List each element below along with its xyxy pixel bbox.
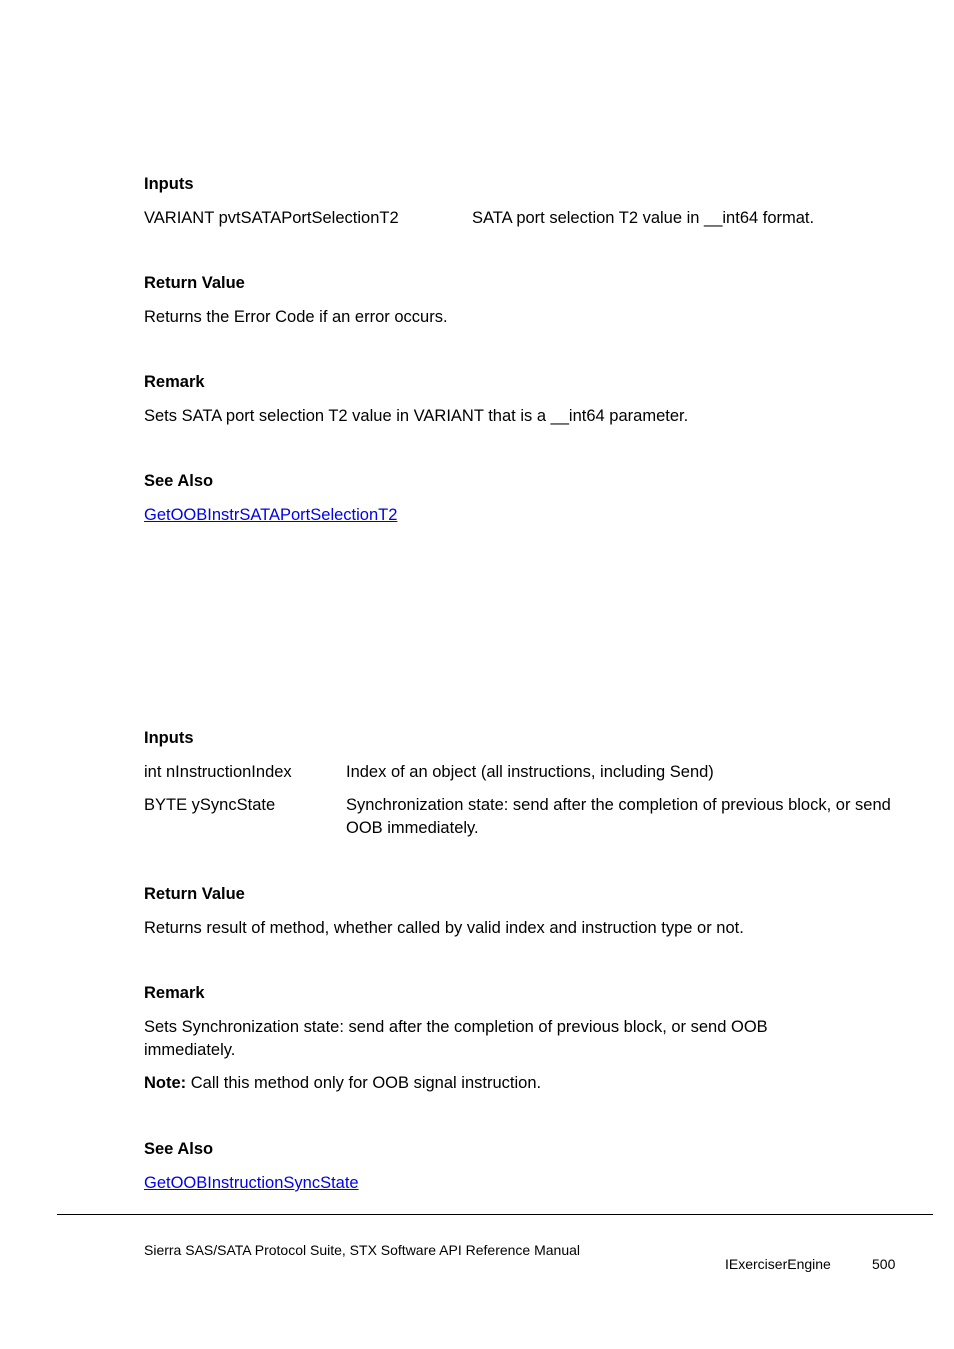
input-param-description: Synchronization state: send after the completion of previous block, or send OOB immediately. (346, 796, 891, 837)
note-paragraph (144, 1072, 541, 1095)
input-param-name: BYTE ySyncState (144, 796, 276, 814)
remark-text: Sets SATA port selection T2 value in VARIANT that is a __int64 parameter. (144, 407, 689, 425)
note-text: Call this method only for OOB signal instruction. (186, 1074, 542, 1092)
note-label: Note: (144, 1074, 187, 1092)
input-param-description: Index of an object (all instructions, including Send) (346, 763, 714, 781)
input-param-description: SATA port selection T2 value in __int64 format. (472, 209, 815, 227)
remark-heading: Remark (144, 373, 205, 391)
footer-divider (57, 1214, 933, 1215)
input-param-name: VARIANT pvtSATAPortSelectionT2 (144, 209, 399, 227)
return-value-heading: Return Value (144, 885, 245, 903)
return-value-text: Returns the Error Code if an error occurs. (144, 308, 448, 326)
return-value-heading: Return Value (144, 274, 245, 292)
remark-text: Sets Synchronization state: send after the completion of previous block, or send OOB immediately. (144, 1018, 768, 1059)
input-param-name: int nInstructionIndex (144, 763, 292, 781)
see-also-heading: See Also (144, 472, 214, 490)
see-also-link[interactable]: GetOOBInstrSATAPortSelectionT2 (144, 506, 398, 524)
footer-section-name: IExerciserEngine (725, 1256, 831, 1272)
remark-heading: Remark (144, 984, 205, 1002)
see-also-link[interactable]: GetOOBInstructionSyncState (144, 1174, 359, 1192)
inputs-heading: Inputs (144, 175, 194, 193)
see-also-heading: See Also (144, 1140, 214, 1158)
footer-manual-title: Sierra SAS/SATA Protocol Suite, STX Software API Reference Manual (144, 1242, 581, 1258)
return-value-text: Returns result of method, whether called by valid index and instruction type or not. (144, 919, 744, 937)
footer-page-number: 500 (872, 1256, 896, 1272)
inputs-heading: Inputs (144, 729, 194, 747)
